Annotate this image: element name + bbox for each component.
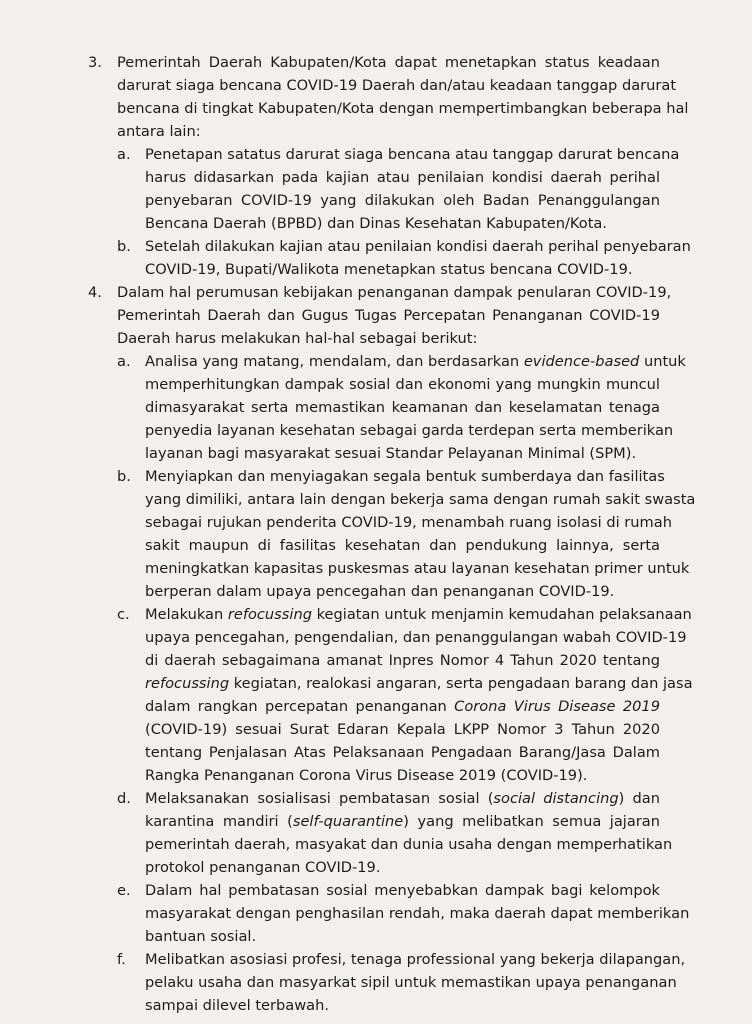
paragraph-line: COVID-19, Bupati/Walikota menetapkan status bencana COVID-19. [145,261,633,278]
paragraph-line-mixed [145,697,660,717]
paragraph-line: layanan bagi masyarakat sesuai Standar Pelayanan Minimal (SPM). [145,445,637,462]
paragraph-line: Pemerintah Daerah dan Gugus Tugas Percepatan Penanganan COVID-19 [117,307,660,324]
paragraph-line: meningkatkan kapasitas puskesmas atau layanan kesehatan primer untuk [145,560,690,577]
italic-term: self-quarantine [292,813,404,830]
paragraph-line: Menyiapkan dan menyiagakan segala bentuk sumberdaya dan fasilitas [145,468,665,485]
italic-term: social distancing [493,790,619,807]
paragraph-line-mixed [145,789,660,809]
text-run: karantina mandiri ( [145,813,293,830]
paragraph-line: sebagai rujukan penderita COVID-19, menambah ruang isolasi di rumah [145,514,672,531]
paragraph-line: sampai dilevel terbawah. [145,997,329,1014]
paragraph-line: tentang Penjalasan Atas Pelaksanaan Pengadaan Barang/Jasa Dalam [145,744,660,761]
subitem-marker: f. [117,951,126,968]
paragraph-line: upaya pencegahan, pengendalian, dan penanggulangan wabah COVID-19 [145,629,687,646]
italic-term: refocussing [145,675,230,692]
paragraph-line: Dalam hal perumusan kebijakan penanganan dampak penularan COVID-19, [117,284,672,301]
italic-term: evidence-based [523,353,640,370]
paragraph-line-mixed [145,352,686,372]
paragraph-line: antara lain: [117,123,201,140]
paragraph-line: di daerah sebagaimana amanat Inpres Nomor 4 Tahun 2020 tentang [145,652,660,669]
paragraph-line: Melibatkan asosiasi profesi, tenaga professional yang bekerja dilapangan, [145,951,686,968]
text-run: Analisa yang matang, mendalam, dan berdasarkan [145,353,524,370]
paragraph-line: pelaku usaha dan masyarkat sipil untuk memastikan upaya penanganan [145,974,677,991]
paragraph-line: masyarakat dengan penghasilan rendah, maka daerah dapat memberikan [145,905,690,922]
paragraph-line: pemerintah daerah, masyakat dan dunia usaha dengan memperhatikan [145,836,673,853]
text-run: untuk [639,353,686,370]
text-run: kegiatan untuk menjamin kemudahan pelaksanaan [311,606,692,623]
paragraph-line: Setelah dilakukan kajian atau penilaian kondisi daerah perihal penyebaran [145,238,691,255]
paragraph-line-mixed [145,674,693,694]
paragraph-line-mixed [145,812,660,832]
text-run: ) yang melibatkan semua jajaran [403,813,660,830]
paragraph-line: darurat siaga bencana COVID-19 Daerah dan/atau keadaan tanggap darurat [117,77,677,94]
paragraph-line: sakit maupun di fasilitas kesehatan dan pendukung lainnya, serta [145,537,660,554]
subitem-marker: b. [117,468,131,485]
item-marker: 3. [88,54,102,71]
paragraph-line: bencana di tingkat Kabupaten/Kota dengan mempertimbangkan beberapa hal [117,100,689,117]
paragraph-line: penyebaran COVID-19 yang dilakukan oleh Badan Penanggulangan [145,192,660,209]
paragraph-line: memperhitungkan dampak sosial dan ekonomi yang mungkin muncul [145,376,660,393]
item-marker: 4. [88,284,102,301]
subitem-marker: a. [117,353,131,370]
italic-term: Corona Virus Disease 2019 [454,698,660,715]
paragraph-line: Dalam hal pembatasan sosial menyebabkan dampak bagi kelompok [145,882,660,899]
subitem-marker: c. [117,606,130,623]
paragraph-line: berperan dalam upaya pencegahan dan penanganan COVID-19. [145,583,615,600]
paragraph-line: penyedia layanan kesehatan sebagai garda terdepan serta memberikan [145,422,674,439]
paragraph-line: protokol penanganan COVID-19. [145,859,381,876]
text-run: Melakukan [145,606,228,623]
subitem-marker: a. [117,146,131,163]
subitem-marker: e. [117,882,131,899]
text-run: kegiatan, realokasi angaran, serta pengadaan barang dan jasa [229,675,693,692]
text-run: Melaksanakan sosialisasi pembatasan sosial ( [145,790,494,807]
paragraph-line: Bencana Daerah (BPBD) dan Dinas Kesehatan Kabupaten/Kota. [145,215,608,232]
paragraph-line: Rangka Penanganan Corona Virus Disease 2019 (COVID-19). [145,767,588,784]
subitem-marker: b. [117,238,131,255]
paragraph-line-mixed [145,605,692,625]
paragraph-line: yang dimiliki, antara lain dengan bekerja sama dengan rumah sakit swasta [145,491,696,508]
paragraph-line: Daerah harus melakukan hal-hal sebagai berikut: [117,330,478,347]
paragraph-line: Penetapan satatus darurat siaga bencana atau tanggap darurat bencana [145,146,680,163]
paragraph-line: dimasyarakat serta memastikan keamanan dan keselamatan tenaga [145,399,660,416]
paragraph-line: Pemerintah Daerah Kabupaten/Kota dapat menetapkan status keadaan [117,54,660,71]
text-run: ) dan [618,790,660,807]
paragraph-line: bantuan sosial. [145,928,257,945]
paragraph-line: harus didasarkan pada kajian atau penilaian kondisi daerah perihal [145,169,660,186]
paragraph-line: (COVID-19) sesuai Surat Edaran Kepala LKPP Nomor 3 Tahun 2020 [145,721,660,738]
text-run: dalam rangkan percepatan penanganan [145,698,455,715]
subitem-marker: d. [117,790,131,807]
italic-term: refocussing [227,606,312,623]
